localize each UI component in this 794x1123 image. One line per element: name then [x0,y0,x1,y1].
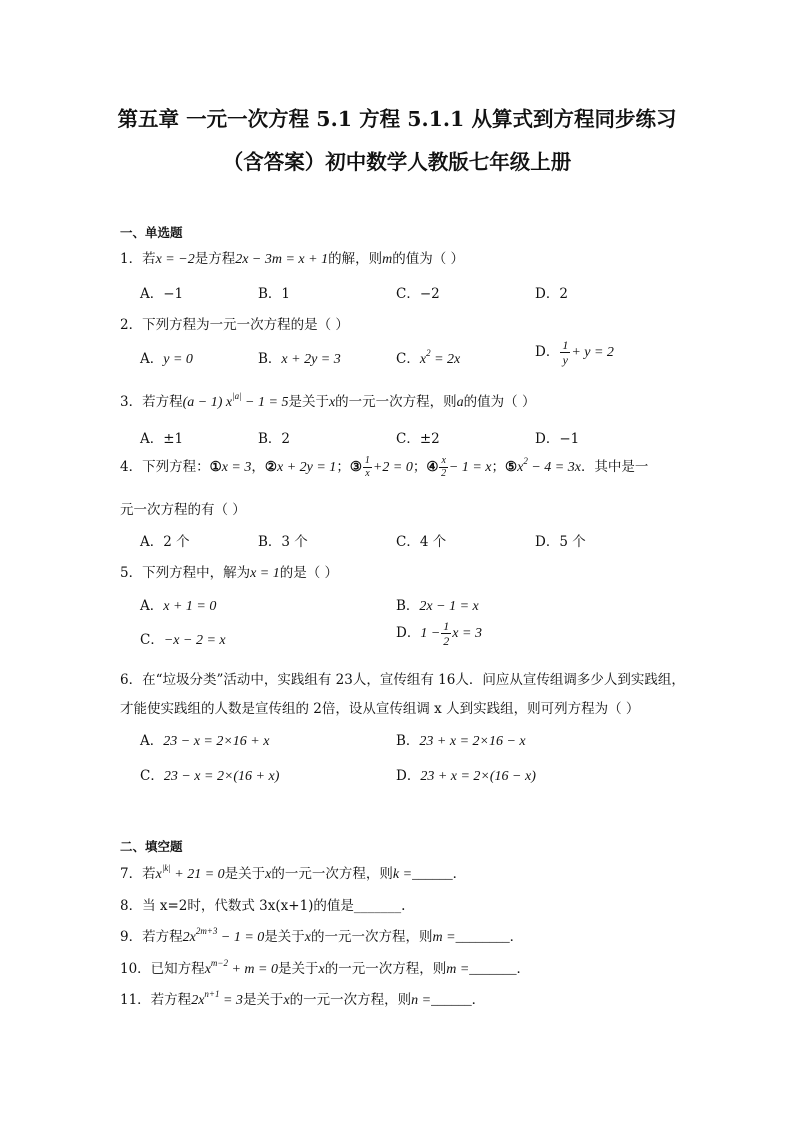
q11-end: ． [471,992,486,1008]
q9-var: x [304,930,312,945]
q2-option-d [535,339,614,366]
q7-blank: ______ [412,866,453,881]
q9-rest: − 1 = 0 [217,930,265,945]
q1-var: m [382,252,393,267]
q4-e3-num: 1 [364,455,370,466]
q11-base: 2x [191,993,205,1008]
q1-option-a: A．−1 [140,286,184,302]
q6-option-c-math: 23 − x = 2×(16 + x) [163,769,280,784]
q5-option-d-letter: D． [396,625,421,641]
q4-circle-1: ① [209,459,222,475]
q4-num: 4．下列方程： [120,459,210,475]
q11-mid2: 的一元一次方程，则 [289,992,412,1008]
title-line-1: 第五章 一元一次方程 5.1 方程 5.1.1 从算式到方程同步练习 [117,107,677,131]
q1-option-c: C．−2 [396,286,440,302]
q5-option-b-math: 2x − 1 = x [419,599,479,614]
q2-option-c-letter: C． [396,351,420,367]
question-6-line-1: 6．在“垃圾分类”活动中，实践组有 23人，宣传组有 16人．问应从宣传组调多少人到实践组， [120,672,685,688]
q2-option-c-base: x [419,352,427,367]
section-heading-fill-blank: 二、填空题 [120,839,183,854]
q5-option-b [396,594,479,615]
q4-option-c: C．4 个 [396,534,447,550]
question-2: 2．下列方程为一元一次方程的是（ ） [120,317,349,333]
q5-d-num: 1 [443,619,450,633]
q6-option-b-letter: B． [396,733,420,749]
q4-circle-5: ⑤ [505,459,518,475]
q7-mid: 是关于 [224,866,266,882]
q6-option-a-letter: A． [140,733,164,749]
q3-eq-b: − 1 = 5 [241,395,289,410]
question-5 [120,561,338,582]
q6-option-a [140,729,269,750]
q2-option-a [140,347,193,368]
page-title [100,98,694,184]
q4-e5-exp: 2 [523,456,528,466]
q6-option-c [140,764,279,785]
q1-mid: 是方程 [194,251,236,267]
q11-blank: ______ [431,992,472,1007]
q5-num: 5．下列方程中，解为 [120,565,251,581]
q2-option-a-letter: A． [140,351,164,367]
q11-var2: n = [411,993,432,1008]
q1-option-b: B．1 [258,286,291,302]
q4-e4-den: 2 [441,468,447,479]
q9-base: 2x [182,930,196,945]
q2-option-d-rest: + y = 2 [571,345,614,360]
q7-num: 7．若 [120,866,156,882]
question-9 [120,925,523,946]
q9-exp: 2m+3 [195,926,218,936]
q5-d-den: 2 [443,634,450,648]
q4-option-b: B．3 个 [258,534,308,550]
q10-end: ． [516,961,531,977]
q6-option-d-math: 23 + x = 2×(16 − x) [420,769,536,784]
q4-sep-2: ； [336,459,350,475]
q4-e4-num: x [441,455,446,466]
q1-num: 1．若 [120,251,156,267]
q2-option-b [258,347,341,368]
q7-end: ． [452,866,467,882]
q2-option-c-exp: 2 [426,348,431,358]
q6-option-d-letter: D． [396,768,421,784]
q5-option-a-math: x + 1 = 0 [163,599,217,614]
q5-option-c-math: −x − 2 = x [163,633,226,648]
q9-blank: ________ [455,929,510,944]
q3-option-d: D．−1 [535,431,580,447]
q10-blank: _______ [469,961,517,976]
q3-mid: 是关于 [288,394,329,410]
q7-var2: k = [392,867,413,882]
q6-option-d [396,764,536,785]
q5-end: 的是（ ） [279,565,339,581]
q3-option-b: B．2 [258,431,291,447]
q9-num: 9．若方程 [120,929,183,945]
q7-rest: + 21 = 0 [170,867,225,882]
q1-equation: 2x − 3m = x + 1 [235,252,329,267]
q4-eq-4-rest: − 1 = x [448,460,492,475]
question-8: 8．当 x=2时，代数式 3x(x+1)的值是_______. [120,898,406,914]
q1-tail: 的解，则 [328,251,383,267]
q4-e3-den: x [365,468,370,479]
q5-option-d-pre: 1 − [420,626,441,641]
q9-mid: 是关于 [264,929,305,945]
q4-option-a: A．2 个 [140,534,190,550]
q11-var: x [283,993,290,1008]
q4-eq-3-rest: +2 = 0 [372,460,413,475]
question-4 [120,455,648,479]
q9-end: ． [509,929,524,945]
question-10 [120,957,530,978]
title-line-2: （含答案）初中数学人教版七年级上册 [222,150,572,174]
q10-mid: 是关于 [278,961,319,977]
q3-num: 3．若方程 [120,394,183,410]
q4-eq-2: x + 2y = 1 [276,460,337,475]
q2-option-c-rest: = 2x [430,352,461,367]
q6-option-b [396,729,526,750]
question-11 [120,988,485,1009]
q10-num: 10．已知方程 [120,961,205,977]
q2-option-b-math: x + 2y = 3 [281,352,341,367]
q5-option-a-letter: A． [140,598,164,614]
q9-mid2: 的一元一次方程，则 [311,929,433,945]
q6-option-a-math: 23 − x = 2×16 + x [163,734,270,749]
q2-option-b-letter: B． [258,351,282,367]
q2-d-numerator: 1 [562,338,569,352]
q1-end: 的值为（ ） [392,251,465,267]
q5-option-d-fraction [441,620,451,647]
q4-circle-3: ③ [349,459,362,475]
q11-rest: = 3 [219,993,243,1008]
q9-var2: m = [432,930,456,945]
question-3 [120,390,535,411]
q5-option-b-letter: B． [396,598,420,614]
q4-eq-1: x = 3 [221,460,252,475]
q7-base: x [155,867,162,882]
q4-e5-base: x [517,460,524,475]
q3-option-a: A．±1 [140,431,184,447]
q4-circle-4: ④ [426,459,439,475]
q7-var: x [265,867,272,882]
question-7 [120,862,466,883]
q2-option-a-math: y = 0 [163,352,193,367]
section-heading-single-choice: 一、单选题 [120,225,183,240]
q5-option-c-letter: C． [140,632,164,648]
question-4-line-2: 元一次方程的有（ ） [120,502,246,518]
q4-e5-rest: − 4 = 3x [527,460,581,475]
q4-eq-4-fraction [439,456,447,479]
q10-var2: m = [446,962,470,977]
q7-mid2: 的一元一次方程，则 [271,866,393,882]
q7-exp: |k| [161,863,171,873]
q3-eq-exp: |a| [232,391,242,401]
question-6-line-2: 才能使实践组的人数是宣传组的 2倍，设从宣传组调 x 人到实践组，则可列方程为（ ） [120,701,640,717]
q3-eq-a: (a − 1) x [182,395,233,410]
q5-option-d-rest: x = 3 [452,626,482,641]
q3-mid2: 的一元一次方程，则 [335,394,457,410]
q11-exp: n+1 [204,989,220,999]
q5-option-c [140,628,226,649]
q4-sep-1: ， [251,459,265,475]
q4-eq-3-fraction [363,456,372,479]
q2-option-d-fraction [560,339,570,366]
q2-d-denominator: y [562,353,568,367]
q3-var2: a [456,395,464,410]
q1-condition: x = −2 [155,252,195,267]
q4-sep-3: ； [412,459,427,475]
q10-base: x [204,962,211,977]
q4-option-d: D．5 个 [535,534,586,550]
q5-option-d [396,620,482,647]
q3-end: 的值为（ ） [463,394,536,410]
q10-rest: + m = 0 [227,962,278,977]
q2-option-c [396,347,460,368]
q11-mid: 是关于 [242,992,284,1008]
q10-mid2: 的一元一次方程，则 [324,961,447,977]
q3-var: x [328,395,336,410]
q4-circle-2: ② [264,459,277,475]
q4-end: ．其中是一 [580,459,649,475]
q4-sep-4: ； [491,459,505,475]
q1-option-d: D．2 [535,286,568,302]
q6-option-c-letter: C． [140,768,164,784]
q3-option-c: C．±2 [396,431,440,447]
q2-option-d-letter: D． [535,344,560,360]
q11-num: 11．若方程 [120,992,192,1008]
q10-var: x [318,962,325,977]
question-1 [120,247,464,268]
q5-option-a [140,594,216,615]
q10-exp: m−2 [210,958,228,968]
q6-option-b-math: 23 + x = 2×16 − x [419,734,526,749]
q5-var: x = 1 [250,566,280,581]
